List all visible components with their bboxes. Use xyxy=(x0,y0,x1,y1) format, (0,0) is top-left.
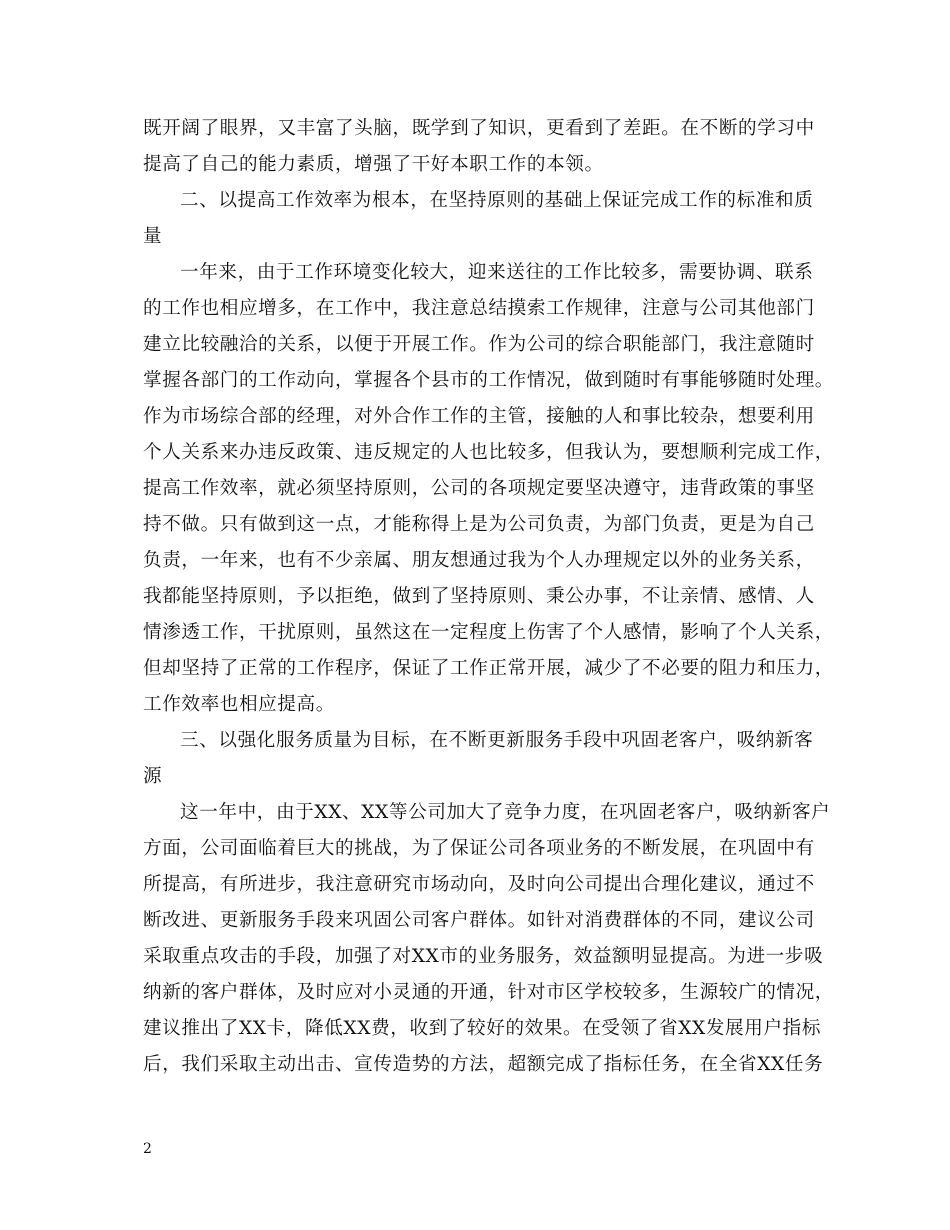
text-line: 作为市场综合部的经理，对外合作工作的主管，接触的人和事比较杂，想要利用 xyxy=(143,406,815,427)
text-line: 个人关系来办违反政策、违反规定的人也比较多，但我认为，要想顺利完成工作， xyxy=(143,442,834,463)
section-heading-line: 三、以强化服务质量为目标，在不断更新服务手段中巩固老客户，吸纳新客 xyxy=(180,730,814,751)
text-line: 一年来，由于工作环境变化较大，迎来送往的工作比较多，需要协调、联系 xyxy=(180,262,814,283)
section-heading-line: 源 xyxy=(143,766,163,787)
text-line: 方面，公司面临着巨大的挑战，为了保证公司各项业务的不断发展，在巩固中有 xyxy=(143,838,815,859)
text-line: 工作效率也相应提高。 xyxy=(143,694,335,715)
text-line: 提高了自己的能力素质，增强了干好本职工作的本领。 xyxy=(143,154,604,175)
section-heading-line: 量 xyxy=(143,226,163,247)
text-line: 提高工作效率，就必须坚持原则，公司的各项规定要坚决遵守，违背政策的事坚 xyxy=(143,478,815,499)
text-line: 后，我们采取主动出击、宣传造势的方法，超额完成了指标任务，在全省XX任务 xyxy=(143,1054,824,1075)
text-line: 的工作也相应增多，在工作中，我注意总结摸索工作规律，注意与公司其他部门 xyxy=(143,298,815,319)
page-number: 2 xyxy=(143,1141,152,1157)
section-heading-line: 二、以提高工作效率为根本，在坚持原则的基础上保证完成工作的标准和质 xyxy=(180,190,814,211)
text-line: 纳新的客户群体，及时应对小灵通的开通，针对市区学校较多，生源较广的情况， xyxy=(143,982,834,1003)
text-line: 持不做。只有做到这一点，才能称得上是为公司负责，为部门负责，更是为自己 xyxy=(143,514,815,535)
text-line: 断改进、更新服务手段来巩固公司客户群体。如针对消费群体的不同，建议公司 xyxy=(143,910,815,931)
text-line: 情渗透工作，干扰原则，虽然这在一定程度上伤害了个人感情，影响了个人关系， xyxy=(143,622,834,643)
text-line: 我都能坚持原则，予以拒绝，做到了坚持原则、秉公办事，不让亲情、感情、人 xyxy=(143,586,815,607)
text-line: 这一年中，由于XX、XX等公司加大了竞争力度，在巩固老客户，吸纳新客户 xyxy=(180,802,831,823)
text-line: 既开阔了眼界，又丰富了头脑，既学到了知识，更看到了差距。在不断的学习中 xyxy=(143,118,815,139)
text-line: 所提高，有所进步，我注意研究市场动向，及时向公司提出合理化建议，通过不 xyxy=(143,874,815,895)
text-line: 负责，一年来，也有不少亲属、朋友想通过我为个人办理规定以外的业务关系， xyxy=(143,550,815,571)
text-line: 掌握各部门的工作动向，掌握各个县市的工作情况，做到随时有事能够随时处理。 xyxy=(143,370,834,391)
text-line: 采取重点攻击的手段，加强了对XX市的业务服务，效益额明显提高。为进一步吸 xyxy=(143,946,824,967)
text-line: 建立比较融洽的关系，以便于开展工作。作为公司的综合职能部门，我注意随时 xyxy=(143,334,815,355)
text-line: 建议推出了XX卡，降低XX费，收到了较好的效果。在受领了省XX发展用户指标 xyxy=(143,1018,822,1039)
text-line: 但却坚持了正常的工作程序，保证了工作正常开展，减少了不必要的阻力和压力， xyxy=(143,658,834,679)
